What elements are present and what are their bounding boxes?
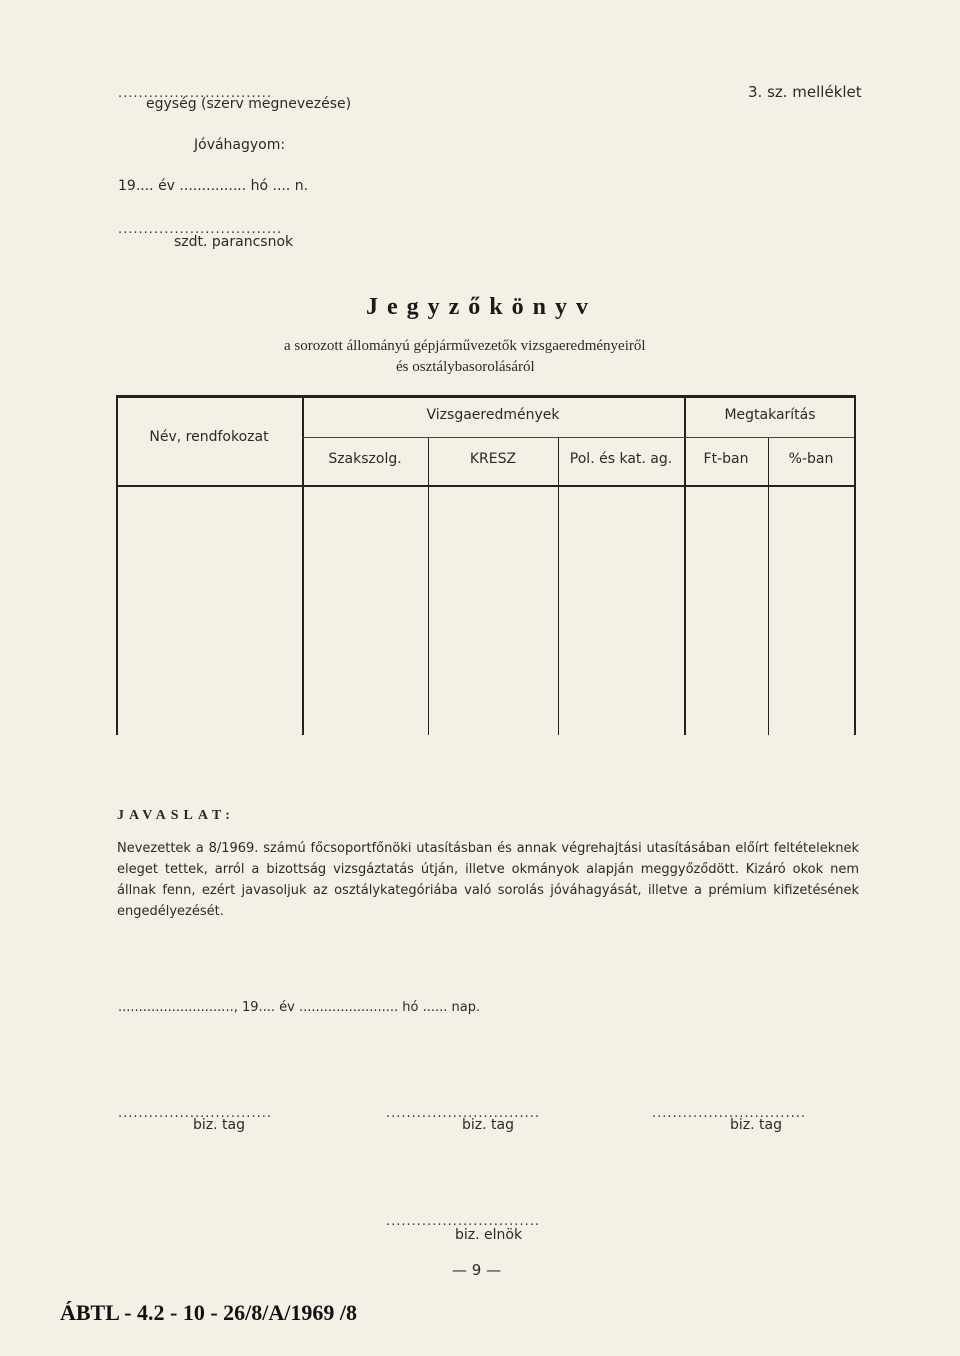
name-column-divider bbox=[302, 395, 304, 735]
col-ft: Ft-ban bbox=[703, 451, 749, 467]
date-line: 19.... év ............... hó .... n. bbox=[118, 178, 309, 194]
column-divider-1 bbox=[428, 437, 429, 735]
results-header: Vizsgaeredmények bbox=[426, 407, 560, 423]
signature-dots: ................................ bbox=[118, 222, 283, 237]
member-2-label: biz. tag bbox=[462, 1117, 514, 1133]
subtitle-line2: és osztálybasorolásáról bbox=[396, 359, 535, 375]
member-1-dots: .............................. bbox=[118, 1106, 272, 1121]
col-kresz: KRESZ bbox=[469, 451, 517, 467]
member-3-dots: .............................. bbox=[652, 1106, 806, 1121]
results-table bbox=[116, 395, 856, 735]
proposal-text: Nevezettek a 8/1969. számú főcsoportfőnöki utasításban és annak végrehajtási utasításában előírt feltételeknek eleget tettek, arról a bizottság vizsgáztatás útján, illetve okmányok alapján meggyőződött. Kizáró okok nem állnak fenn, ezért javasoljuk az osztálykategóriába való sorolás jóváhagyását, illetve a prémium kifizetésének engedélyezését. bbox=[117, 841, 859, 919]
table-top-rule bbox=[116, 395, 856, 398]
place-date-line: ............................, 19.... év ........................ hó ...... nap. bbox=[118, 1000, 481, 1015]
unit-dots: .............................. bbox=[118, 86, 272, 101]
annex-label: 3. sz. melléklet bbox=[748, 83, 862, 101]
column-divider-2 bbox=[558, 437, 559, 735]
subtitle-line1: a sorozott állományú gépjárművezetők vizsgaeredményeiről bbox=[284, 338, 646, 354]
archive-reference: ÁBTL - 4.2 - 10 - 26/8/A/1969 /8 bbox=[60, 1300, 358, 1325]
column-divider-3 bbox=[768, 437, 769, 735]
approved-label: Jóváhagyom: bbox=[194, 137, 286, 153]
unit-label: egység (szerv megnevezése) bbox=[146, 96, 352, 112]
proposal-heading: JAVASLAT: bbox=[117, 808, 235, 823]
chair-dots: .............................. bbox=[386, 1214, 540, 1229]
subheader-rule bbox=[302, 437, 854, 438]
table-left-border bbox=[116, 395, 118, 735]
chair-label: biz. elnök bbox=[455, 1227, 523, 1243]
table-header-rule bbox=[116, 485, 856, 487]
member-1-label: biz. tag bbox=[193, 1117, 245, 1133]
member-2-dots: .............................. bbox=[386, 1106, 540, 1121]
savings-header: Megtakarítás bbox=[724, 407, 816, 423]
commander-label: szdt. parancsnok bbox=[174, 234, 294, 250]
document-title: Jegyzőkönyv bbox=[366, 294, 597, 320]
col-percent: %-ban bbox=[788, 451, 834, 467]
col-pol-kat: Pol. és kat. ag. bbox=[569, 451, 673, 467]
name-header: Név, rendfokozat bbox=[149, 429, 269, 445]
member-3-label: biz. tag bbox=[730, 1117, 782, 1133]
col-szakszolg: Szakszolg. bbox=[328, 451, 402, 467]
table-right-border bbox=[854, 395, 856, 735]
page-number: — 9 — bbox=[452, 1261, 502, 1279]
group-divider bbox=[684, 395, 686, 735]
